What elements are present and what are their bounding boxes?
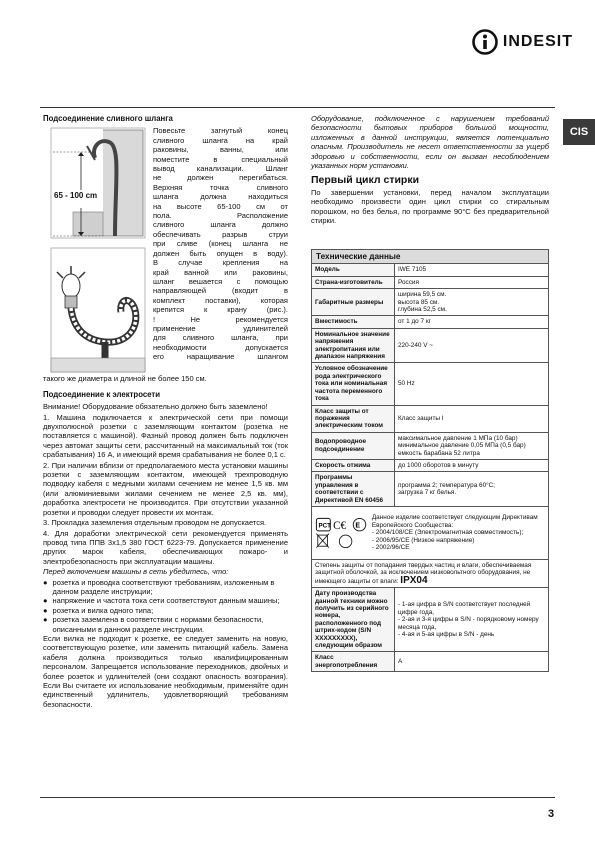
production-date-key: Дату производства данной техники можно получить из серийного номера, расположенного под штрих-кодом (S/N XXXXXXXXX), следующим образом xyxy=(312,588,395,652)
table-row xyxy=(312,506,549,559)
bullet-icon: ● xyxy=(43,596,48,606)
spec-key: Страна-изготовитель xyxy=(312,276,395,288)
drain-hose-line: для сливного шланга, при xyxy=(153,333,288,343)
drain-hose-line: применение удлинителей xyxy=(153,323,288,333)
table-row xyxy=(312,264,549,276)
table-row xyxy=(312,588,549,652)
spec-value: максимальное давление 1 МПа (10 бар) минимальное давление 0,05 МПа (0,5 бар) емкость барабана 52 литра xyxy=(395,432,549,459)
table-row xyxy=(312,652,549,672)
spec-value: 50 Hz xyxy=(395,363,549,405)
check-intro: Перед включением машины в сеть убедитесь, что: xyxy=(43,567,229,577)
right-column xyxy=(311,114,549,226)
check-item: ● розетка заземлена в соответствии с нормами безопасности, описанными в данном разделе инструкции. xyxy=(43,615,264,634)
spec-key: Вместимость xyxy=(312,316,395,328)
svg-text:PCT: PCT xyxy=(318,522,331,530)
drain-hose-line: Повесьте загнутый конец xyxy=(153,126,288,136)
brand-logo xyxy=(471,28,573,56)
spec-key: Скорость отжима xyxy=(312,459,395,471)
spec-value: Россия xyxy=(395,276,549,288)
drain-hose-line: сливного шланга должно xyxy=(153,220,288,230)
language-tab: CIS xyxy=(563,119,595,145)
drain-hose-line: обеспечивать разрыв струи xyxy=(153,229,288,239)
indesit-logo-icon xyxy=(471,28,499,56)
drain-hose-line: сливного шланга на край xyxy=(153,135,288,145)
drain-hose-line: на высоте 65-100 см от xyxy=(153,201,288,211)
spec-value: ширина 59,5 см. высота 85 см. глубина 52,5 см. xyxy=(395,289,549,316)
table-title: Технические данные xyxy=(312,250,549,264)
drain-hose-line: должен быть опущен в воду). xyxy=(153,248,288,258)
safety-note: Оборудование, подключенное с нарушением требований безопасности бытовых приборов большой мощности, изложенных в данной инструкции, является потенциально опасным. Производитель не несет ответственности за ущерб здоровью и собственности, если он вызван несоблюдением указанных норм установки. xyxy=(311,114,549,171)
left-column xyxy=(43,114,288,710)
ip-protection-text: Степень защиты от попадания твердых частиц и влаги, обеспечиваемая защитной оболочкой, за исключением низковольтного оборудования, не имеющего защиты от влаги: xyxy=(315,561,532,585)
table-row xyxy=(312,472,549,507)
check-item: ● розетка и проводка соответствуют требованиям, изложенным в данном разделе инструкции; xyxy=(43,577,275,596)
first-cycle-text: По завершении установки, перед началом эксплуатации необходимо произвести один цикл стирки со стиральным порошком, но без белья, по программе 90°С без предварительной стирки. xyxy=(311,187,549,226)
drain-hose-line: шланга должна находиться xyxy=(153,192,288,202)
grounding-warning: Внимание! Оборудование обязательно должно быть заземлено! xyxy=(43,402,268,412)
spec-key: Программы управления в соответствии с Директивой EN 60456 xyxy=(312,472,395,507)
drain-hose-line: крепится к крану (рис.). xyxy=(153,305,288,315)
height-range-label: 65 - 100 cm xyxy=(54,191,98,201)
drain-hose-line: В случае крепления на xyxy=(153,258,288,268)
table-row xyxy=(312,559,549,587)
spec-value: 220-240 V ~ xyxy=(395,328,549,363)
spec-value: IWE 7105 xyxy=(395,264,549,276)
drain-hose-line: поместите в специальный xyxy=(153,154,288,164)
brand-name: INDESIT xyxy=(502,33,573,50)
power-paragraph: 4. Для доработки электрической сети рекомендуется применять провод типа ППВ 3х1,5 380 ГОСТ 6223-79. Допускается применение других марок кабеля, обеспечивающих пожаро- и электробезопасность при эксплуатации машины. xyxy=(43,528,288,566)
energy-class-value: A xyxy=(395,652,549,672)
drain-hose-line: его наращивание шлангом xyxy=(153,352,288,362)
drain-hose-line: не должен перегибаться. xyxy=(153,173,288,183)
technical-data-table xyxy=(311,249,549,672)
power-paragraph: 3. Прокладка заземления отдельным проводом не допускается. xyxy=(43,518,267,528)
drain-hose-line: при сливе (конец шланга не xyxy=(153,239,288,249)
drain-hose-line: Верхняя точка сливного xyxy=(153,182,288,192)
check-item: ● розетка и вилка одного типа; xyxy=(43,605,154,615)
drain-hose-line: пола. Расположение xyxy=(153,211,288,221)
drain-hose-line: вывод канализации. Шланг xyxy=(153,164,288,174)
spec-key: Модель xyxy=(312,264,395,276)
table-row xyxy=(312,363,549,405)
drain-hose-line: комплект поставки), которая xyxy=(153,295,288,305)
spec-value: до 1000 оборотов в минуту xyxy=(395,459,549,471)
table-row xyxy=(312,459,549,471)
footer-rule xyxy=(40,797,555,798)
drain-hose-tail: такого же диаметра и длиной не более 150 см. xyxy=(43,374,207,384)
ip-code: IPX04 xyxy=(400,574,428,586)
ec-directives: Данное изделие соответствует следующим Директивам Европейского Сообщества: - 2004/108/CE (Электромагнитная совместимость); - 2006/95/CE (Низкое напряжение) - 2002/96/CE xyxy=(371,513,538,552)
power-paragraph: 1. Машина подключается к электрической сети при помощи двухполюсной розетки с заземляющим контактом (розетка не поставляется с машиной). Фазный провод должен быть подключен через автомат защиты сети, рассчитанный на максимальный ток (ток срабатывания) 16 А, и имеющий время срабатывания не более 0,1 с. xyxy=(43,412,288,460)
bullet-icon: ● xyxy=(43,605,48,615)
drain-hose-line: шланг вешается с помощью xyxy=(153,276,288,286)
drain-hose-line: направляющей (входит в xyxy=(153,286,288,296)
spec-key: Условное обозначение рода электрического тока или номинальная частота переменного тока xyxy=(312,363,395,405)
table-row xyxy=(312,289,549,316)
first-cycle-heading: Первый цикл стирки xyxy=(311,174,420,187)
spec-value: Класс защиты I xyxy=(395,405,549,432)
spec-key: Класс защиты от поражения электрическим током xyxy=(312,405,395,432)
svg-text:E: E xyxy=(355,522,360,530)
spec-value: программа 2; температура 60°С; загрузка 7 кг белья. xyxy=(395,472,549,507)
drain-hose-illustration xyxy=(43,126,148,374)
spec-key: Водопроводное подсоединение xyxy=(312,432,395,459)
header-rule xyxy=(40,107,555,108)
certification-marks-icon xyxy=(315,510,368,556)
drain-hose-heading: Подсоединение сливного шланга xyxy=(43,114,173,123)
plug-replacement-text: Если вилка не подходит к розетке, ее следует заменить на новую, соответствующую розетке, или заменить питающий кабель. Замена кабеля должна производиться только квалифицированным персоналом. Запрещается использование переходников, двойных и более розеток и удлинителей (они создают опасность возгорания). Если Вы считаете их использование необходимым, применяйте один единственный удлинитель, удовлетворяющий требованиям безопасности. xyxy=(43,633,288,709)
energy-class-key: Класс энергопотребления xyxy=(312,652,395,672)
page-number: 3 xyxy=(548,808,555,820)
svg-text:C€: C€ xyxy=(333,519,347,532)
power-paragraph: 2. При наличии вблизи от предполагаемого места установки машины розетки с заземляющим контактом, имеющей трехпроводную подводку кабеля с медными жилами сечением не менее 1,5 кв. мм (или алюминиевыми жилами сечением не менее 2,5 кв. мм), доработка электросети не производится. При отсутствии указанной розетки и проводки следует провести их монтаж. xyxy=(43,460,288,517)
drain-hose-line: раковины, ванны, или xyxy=(153,145,288,155)
spec-key: Габаритные размеры xyxy=(312,289,395,316)
production-date-value: - 1-ая цифра в S/N соответствует последней цифре года, - 2-ая и 3-я цифры в S/N - порядковому номеру месяца года, - 4-ая и 5-ая цифры в S/N - день xyxy=(395,588,549,652)
spec-key: Номинальное значение напряжения электропитания или диапазон напряжения xyxy=(312,328,395,363)
table-row xyxy=(312,276,549,288)
check-item: ● напряжение и частота тока сети соответствуют данным машины; xyxy=(43,596,280,606)
drain-hose-line: край ванной или раковины, xyxy=(153,267,288,277)
drain-hose-line: ! Не рекомендуется xyxy=(153,314,288,324)
table-row xyxy=(312,405,549,432)
table-row xyxy=(312,328,549,363)
drain-hose-line: необходимости допускается xyxy=(153,342,288,352)
table-row xyxy=(312,432,549,459)
bullet-icon: ● xyxy=(43,577,48,587)
power-heading: Подсоединение к электросети xyxy=(43,389,161,399)
drain-hose-figure xyxy=(43,126,148,374)
table-row xyxy=(312,316,549,328)
spec-value: от 1 до 7 кг xyxy=(395,316,549,328)
bullet-icon: ● xyxy=(43,615,48,625)
